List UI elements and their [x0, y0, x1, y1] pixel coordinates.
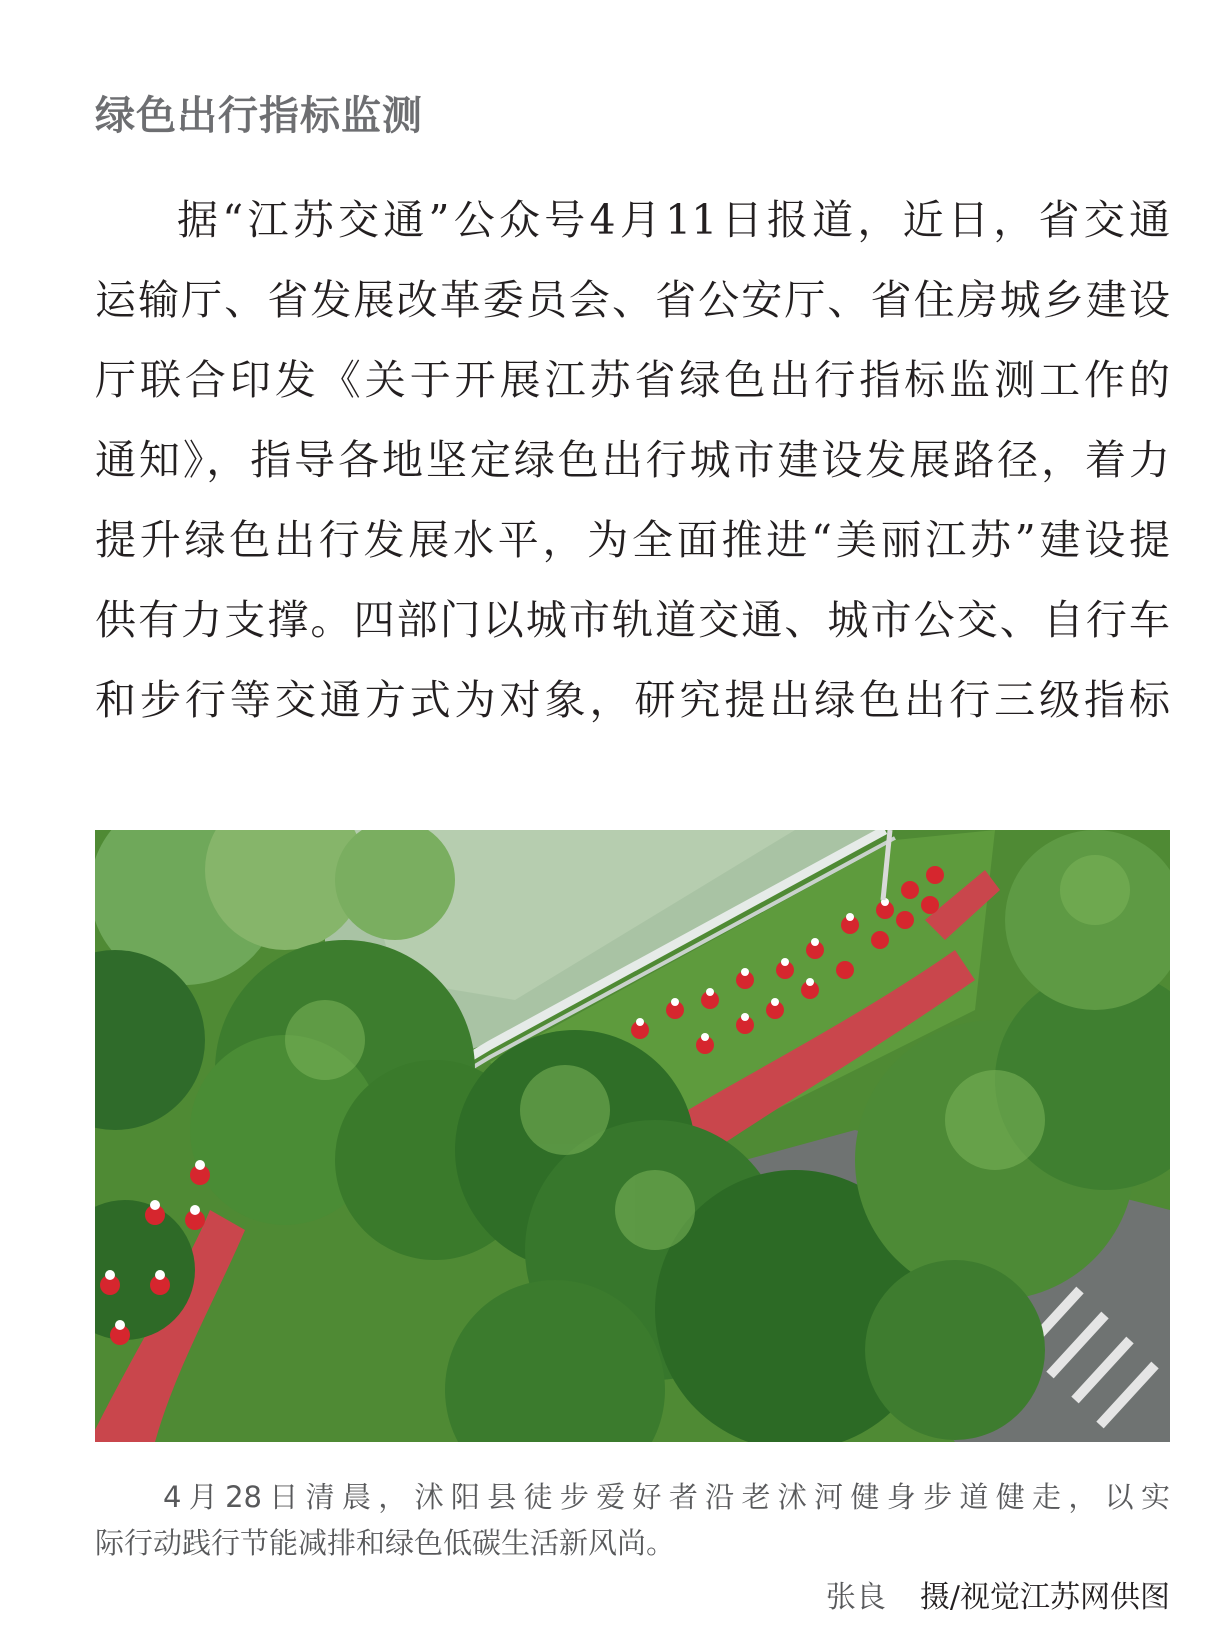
caption-line: 4月28日清晨，沭阳县徒步爱好者沿老沭河健身步道健走，以实	[163, 1480, 1170, 1514]
paragraph-line: 据“江苏交通”公众号4月11日报道，近日，省交通	[177, 196, 1170, 244]
photographer-name: 张良	[825, 1580, 886, 1615]
photo-illustration	[95, 830, 1170, 1442]
article-paragraph	[95, 180, 1170, 740]
paragraph-line: 运输厅、省发展改革委员会、省公安厅、省住房城乡建设	[95, 276, 1170, 324]
photo-caption	[95, 1474, 1170, 1566]
paragraph-line: 和步行等交通方式为对象，研究提出绿色出行三级指标	[95, 676, 1170, 724]
paragraph-line: 通知》，指导各地坚定绿色出行城市建设发展路径，着力	[95, 436, 1170, 484]
photo-credit	[826, 1572, 1170, 1616]
caption-line: 际行动践行节能减排和绿色低碳生活新风尚。	[95, 1526, 676, 1560]
section-heading: 绿色出行指标监测	[95, 92, 423, 139]
paragraph-line: 厅联合印发《关于开展江苏省绿色出行指标监测工作的	[95, 356, 1170, 404]
paragraph-line: 提升绿色出行发展水平，为全面推进“美丽江苏”建设提	[95, 516, 1170, 564]
paragraph-line: 供有力支撑。四部门以城市轨道交通、城市公交、自行车	[95, 596, 1170, 644]
photo-source: 摄/视觉江苏网供图	[919, 1580, 1170, 1615]
aerial-photo	[95, 830, 1170, 1442]
